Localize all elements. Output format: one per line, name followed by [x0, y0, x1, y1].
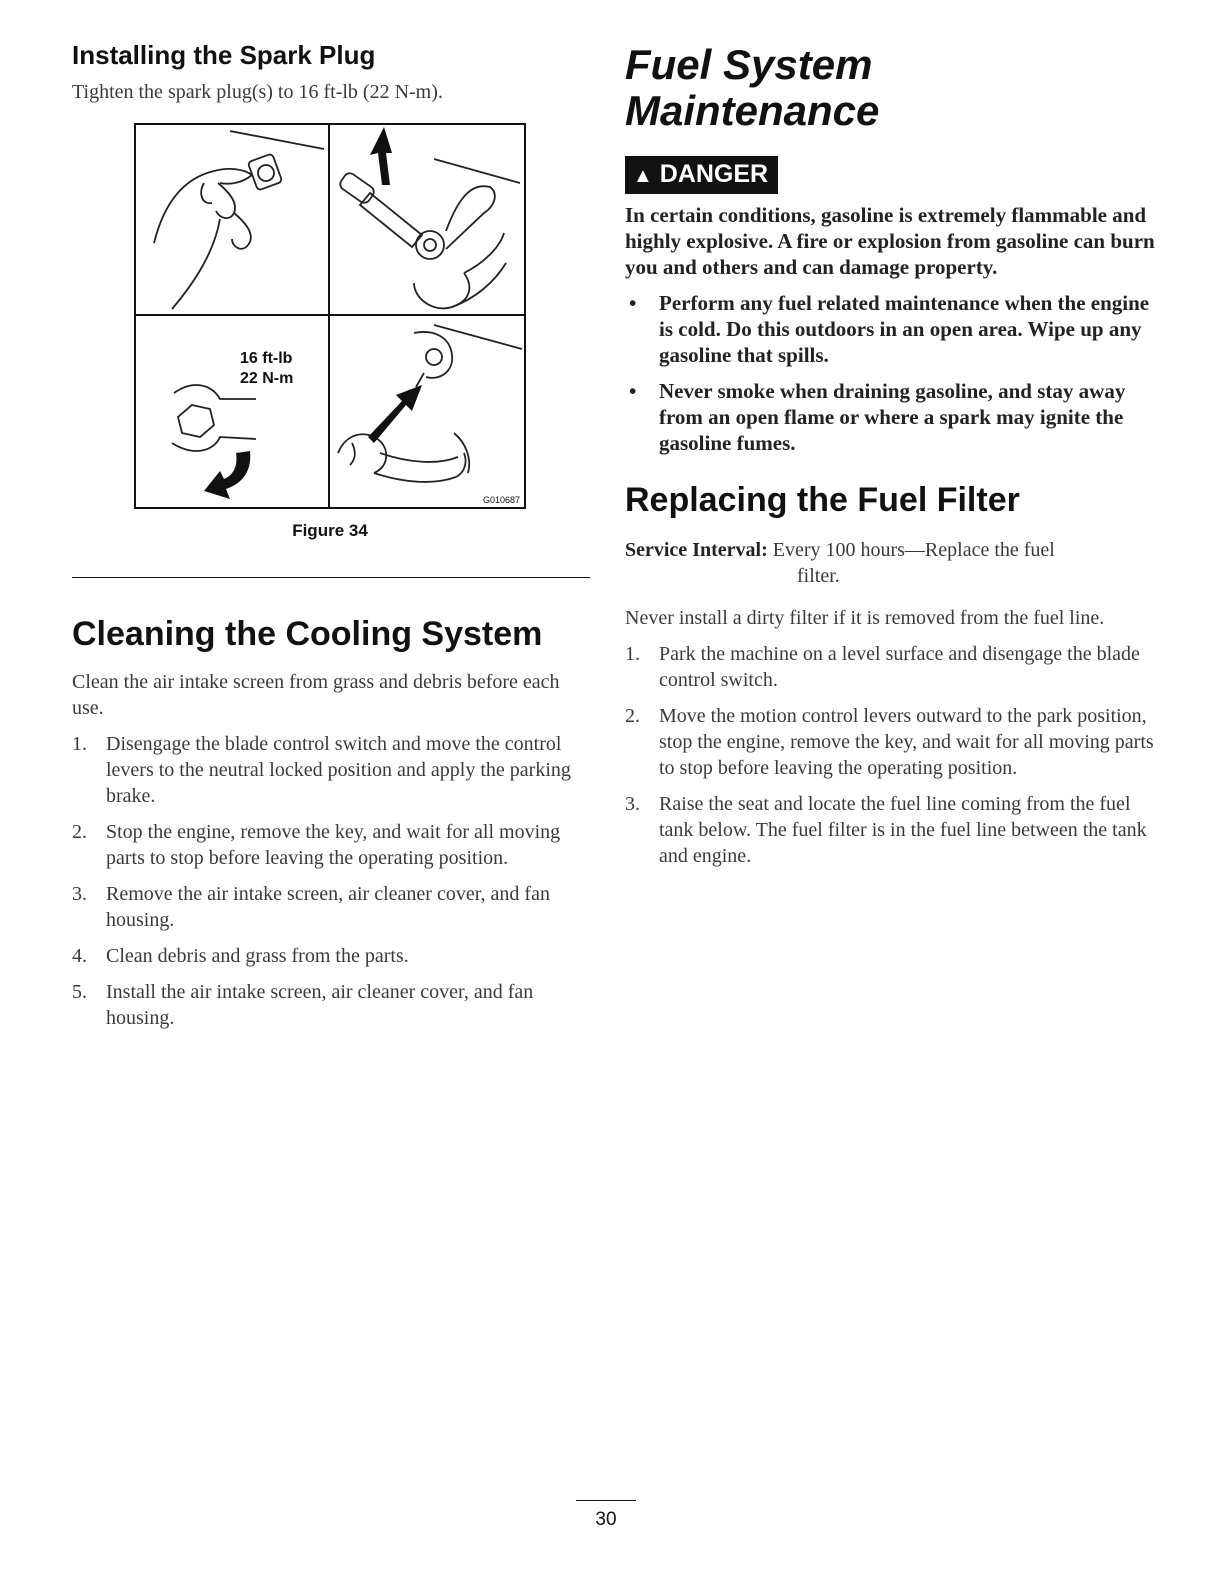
list-item: 1. Park the machine on a level surface and disengage the blade control switch. — [625, 642, 1140, 691]
spark-plug-heading: Installing the Spark Plug — [72, 40, 376, 70]
figure-34 — [134, 123, 526, 509]
list-item: 4. Clean debris and grass from the parts. — [72, 944, 409, 967]
cooling-intro: Clean the air intake screen from grass and debris before each use. — [72, 670, 560, 719]
fuel-filter-heading: Replacing the Fuel Filter — [625, 481, 1020, 519]
spark-plug-wire-icon — [338, 325, 522, 482]
right-column — [625, 40, 1155, 869]
page-number: 30 — [595, 1509, 617, 1530]
list-item: • Never smoke when draining gasoline, and stay away from an open flame or where a spark may ignite the gasoline fumes. — [629, 379, 1126, 455]
torque-n-m: 22 N-m — [240, 370, 294, 388]
fuel-filter-intro: Never install a dirty filter if it is removed from the fuel line. — [625, 606, 1105, 629]
list-item: 3. Remove the air intake screen, air cleaner cover, and fan housing. — [72, 882, 550, 931]
arrow-up-icon — [370, 127, 392, 185]
list-item: 1. Disengage the blade control switch and move the control levers to the neutral locked position and apply the parking brake. — [72, 732, 571, 807]
service-interval — [625, 537, 1155, 589]
list-item: • Perform any fuel related maintenance when the engine is cold. Do this outdoors in an open area. Wipe up any gasoline that spills. — [629, 291, 1150, 367]
service-interval-value: Every 100 hours—Replace the fuel — [772, 538, 1055, 561]
footer-rule — [576, 1500, 636, 1501]
torque-wrench-icon — [172, 385, 256, 451]
fuel-system-title: Fuel System Maintenance — [625, 41, 880, 134]
page-footer — [576, 1500, 636, 1531]
spark-plug-text: Tighten the spark plug(s) to 16 ft-lb (22 N-m). — [72, 81, 443, 104]
figure-code: G010687 — [482, 495, 520, 506]
arrow-insert-icon — [368, 385, 422, 443]
list-item: 5. Install the air intake screen, air cleaner cover, and fan housing. — [72, 980, 534, 1029]
warning-triangle-icon: ▲ — [633, 165, 653, 187]
service-interval-label: Service Interval: — [625, 538, 768, 561]
spark-plug-illustration — [134, 123, 526, 509]
torque-ft-lb: 16 ft-lb — [240, 350, 293, 368]
danger-text: In certain conditions, gasoline is extremely flammable and highly explosive. A fire or explosion from gasoline can burn you and others and can damage property. — [625, 203, 1155, 279]
danger-badge: ▲ DANGER — [625, 156, 778, 194]
cooling-steps-list — [72, 731, 590, 1031]
figure-caption: Figure 34 — [292, 521, 368, 541]
cooling-system-heading: Cleaning the Cooling System — [72, 615, 543, 654]
section-divider — [72, 577, 590, 578]
list-item: 3. Raise the seat and locate the fuel line coming from the fuel tank below. The fuel filter is in the fuel line between the tank and engine. — [625, 792, 1147, 867]
hand-inserting-plug-icon — [154, 131, 324, 309]
left-column — [72, 40, 590, 1031]
danger-bullets — [625, 290, 1155, 456]
list-item: 2. Move the motion control levers outward to the park position, stop the engine, remove the key, and wait for all moving parts to stop before leaving the operating position. — [625, 704, 1154, 779]
curved-arrow-icon — [204, 451, 250, 499]
list-item: 2. Stop the engine, remove the key, and wait for all moving parts to stop before leaving the operating position. — [72, 820, 561, 869]
fuel-filter-steps-list — [625, 641, 1155, 869]
service-interval-value-cont: filter. — [797, 564, 840, 587]
ratchet-wrench-icon — [338, 159, 520, 308]
